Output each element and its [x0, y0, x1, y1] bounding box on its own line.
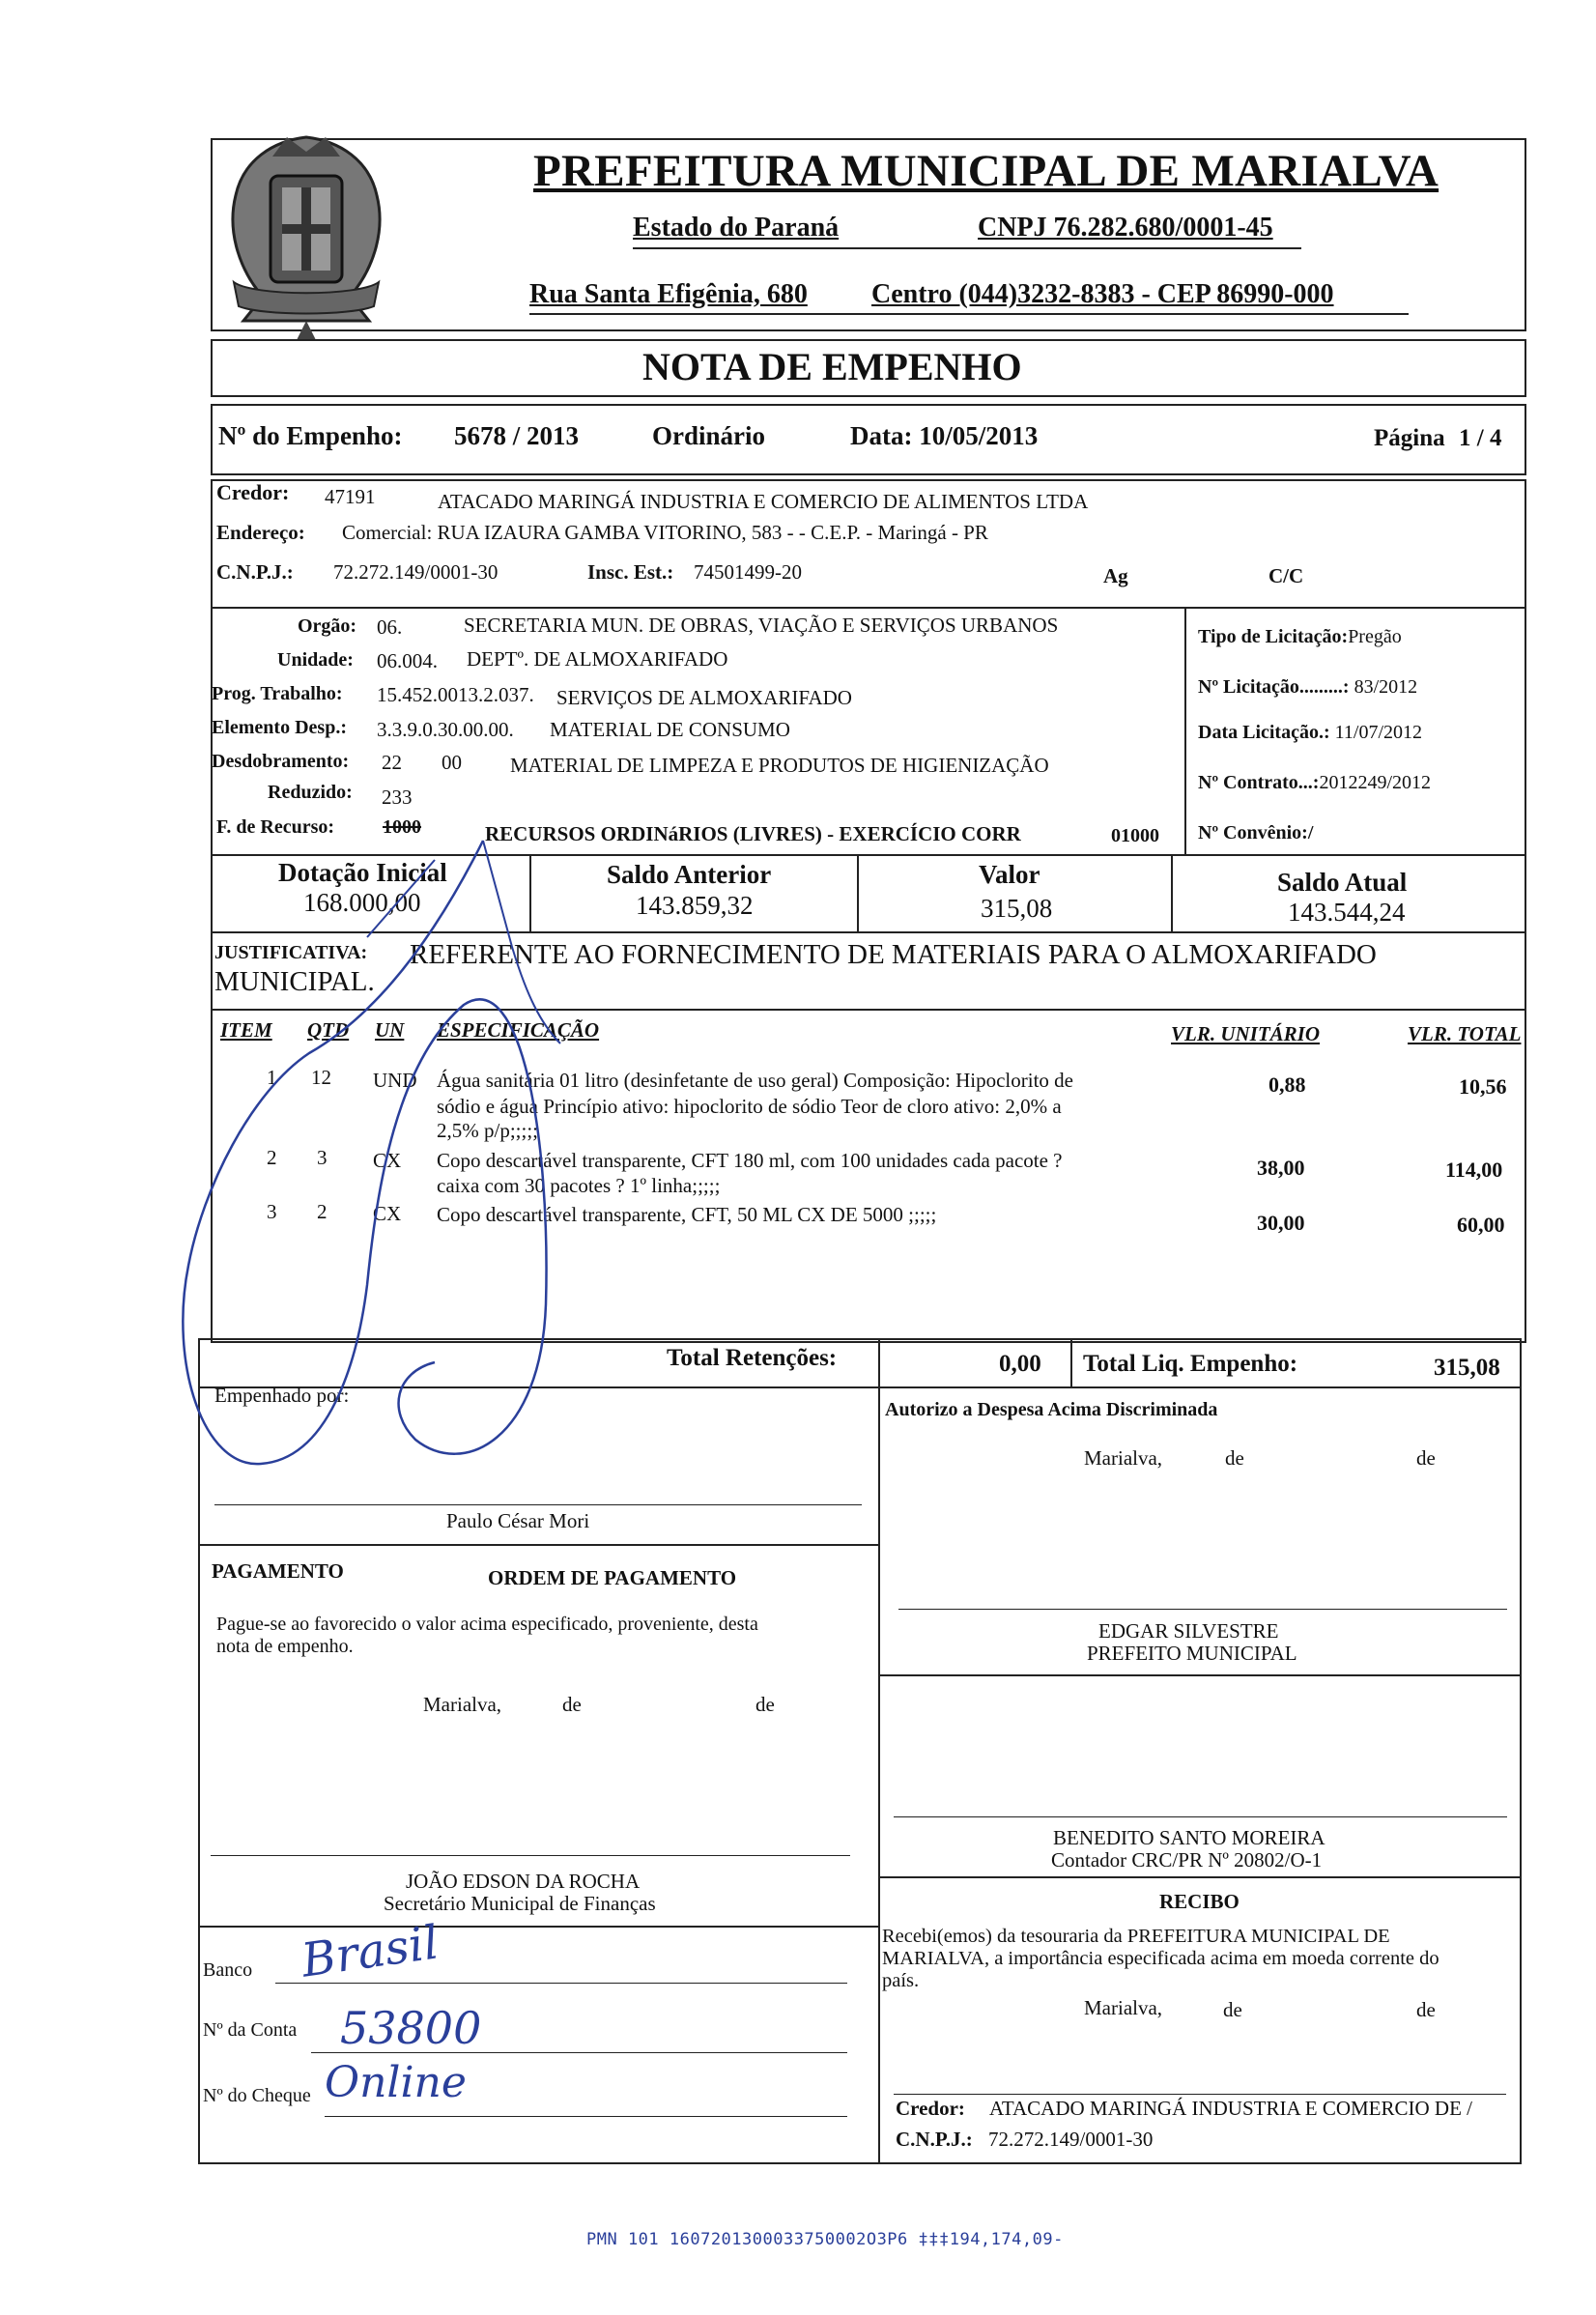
recibo-line3: país. [882, 1970, 920, 1991]
ordem-pagamento-label: ORDEM DE PAGAMENTO [488, 1566, 737, 1589]
prefeito-name: EDGAR SILVESTRE [1098, 1619, 1279, 1643]
justification-label: JUSTIFICATIVA: [214, 942, 368, 963]
credor-address: Comercial: RUA IZAURA GAMBA VITORINO, 583 - - C.E.P. - Maringá - PR [342, 521, 988, 544]
fonte-desc: RECURSOS ORDINáRIOS (LIVRES) - EXERCÍCIO CORR [485, 822, 1021, 845]
justification-line1: REFERENTE AO FORNECIMENTO DE MATERIAIS PARA O ALMOXARIFADO [410, 939, 1377, 970]
pague-line1: Pague-se ao favorecido o valor acima especificado, proveniente, desta [216, 1614, 758, 1635]
recibo-de-2: de [1416, 1998, 1436, 2021]
contrato [1198, 772, 1431, 794]
item-1-desc-2: sódio e água Princípio ativo: hipoclorito de sódio Teor de cloro ativo: 2,0% a [437, 1095, 1062, 1118]
elem-label: Elemento Desp.: [212, 717, 347, 738]
empenhado-label: Empenhado por: [214, 1384, 350, 1407]
valor-value: 315,08 [981, 894, 1053, 923]
contador-role: Contador CRC/PR Nº 20802/O-1 [1051, 1848, 1323, 1872]
reduzido-label: Reduzido: [268, 782, 353, 803]
recibo-credor-name: ATACADO MARINGÁ INDUSTRIA E COMERCIO DE / [989, 2097, 1472, 2120]
convenio-label: Nº Convênio:/ [1198, 822, 1314, 843]
item-3-desc-1: Copo descartável transparente, CFT, 50 ML CX DE 5000 ;;;;; [437, 1203, 937, 1226]
reduzido-value: 233 [382, 786, 413, 809]
total-liq-value: 315,08 [1434, 1355, 1500, 1381]
fonte-code: 1000 [383, 816, 421, 838]
item-2-desc-1: Copo descartável transparente, CFT 180 ml, com 100 unidades cada pacote ? [437, 1149, 1063, 1172]
prog-desc: SERVIÇOS DE ALMOXARIFADO [556, 686, 852, 709]
pague-de-1: de [562, 1693, 582, 1716]
orgao-label: Orgão: [298, 615, 357, 637]
item-2-qtd: 3 [317, 1146, 328, 1169]
pague-line2: nota de empenho. [216, 1636, 354, 1657]
pague-de-2: de [755, 1693, 775, 1716]
page-label: Página [1374, 425, 1445, 451]
conta-label: Nº da Conta [203, 2019, 298, 2041]
fonte-label: F. de Recurso: [216, 816, 335, 838]
autorizo-de-1: de [1225, 1446, 1244, 1470]
item-2-desc-2: caixa com 30 pacotes ? 1º linha;;;;; [437, 1174, 721, 1197]
item-3-unit: 30,00 [1257, 1211, 1305, 1235]
tipo-licitacao-value: Pregão [1348, 626, 1402, 647]
recibo-cnpj-label: C.N.P.J.: [896, 2128, 973, 2151]
ag-label: Ag [1103, 564, 1128, 587]
orgao-desc: SECRETARIA MUN. DE OBRAS, VIAÇÃO E SERVIÇOS URBANOS [464, 614, 1059, 637]
data-licitacao-value: 11/07/2012 [1334, 722, 1423, 743]
banco-handwriting: Brasil [298, 1915, 442, 1988]
item-3-num: 3 [267, 1200, 277, 1223]
item-3-total: 60,00 [1457, 1213, 1505, 1237]
desd-desc: MATERIAL DE LIMPEZA E PRODUTOS DE HIGIENIZAÇÃO [510, 754, 1049, 777]
dotacao-value: 168.000,00 [303, 888, 421, 917]
saldo-atual-value: 143.544,24 [1288, 898, 1406, 927]
document-title: NOTA DE EMPENHO [642, 345, 1022, 388]
coat-of-arms-icon [214, 128, 398, 350]
prog-code: 15.452.0013.2.037. [377, 683, 534, 706]
recibo-line1: Recebi(emos) da tesouraria da PREFEITURA MUNICIPAL DE [882, 1926, 1390, 1947]
banco-label: Banco [203, 1959, 253, 1981]
desd-label: Desdobramento: [212, 751, 350, 772]
autorizo-de-2: de [1416, 1446, 1436, 1470]
item-2-unit: 38,00 [1257, 1156, 1305, 1180]
cnpj-label: C.N.P.J.: [216, 560, 294, 584]
item-1-num: 1 [267, 1066, 277, 1089]
secretario-name: JOÃO EDSON DA ROCHA [406, 1870, 641, 1893]
cnpj-header: CNPJ 76.282.680/0001-45 [978, 213, 1273, 243]
prefeito-role: PREFEITO MUNICIPAL [1087, 1642, 1297, 1665]
pague-place: Marialva, [423, 1693, 502, 1716]
item-1-total: 10,56 [1459, 1074, 1507, 1099]
item-3-un: CX [373, 1202, 402, 1225]
recibo-credor-label: Credor: [896, 2097, 965, 2120]
cc-label: C/C [1268, 564, 1304, 587]
recibo-title: RECIBO [1159, 1890, 1240, 1913]
address-label: Endereço: [216, 521, 305, 544]
empenho-date: Data: 10/05/2013 [850, 421, 1039, 450]
page-number: 1 / 4 [1459, 425, 1502, 451]
item-1-desc-1: Água sanitária 01 litro (desinfetante de uso geral) Composição: Hipoclorito de [437, 1069, 1073, 1092]
retencoes-label: Total Retenções: [667, 1345, 838, 1371]
tipo-licitacao-label [1198, 626, 1402, 648]
item-1-un: UND [373, 1069, 417, 1092]
contrato-value: 2012249/2012 [1319, 772, 1432, 793]
cheque-label: Nº do Cheque [203, 2085, 311, 2106]
autorizo-place: Marialva, [1084, 1446, 1163, 1470]
num-licitacao-value: 83/2012 [1354, 676, 1418, 698]
pagamento-label: PAGAMENTO [212, 1559, 344, 1583]
state-label: Estado do Paraná [633, 213, 840, 243]
prog-label: Prog. Trabalho: [212, 683, 343, 704]
dotacao-label: Dotação Inicial [278, 858, 447, 887]
col-item: ITEM [220, 1018, 272, 1042]
recibo-de-1: de [1223, 1998, 1242, 2021]
credor-code: 47191 [325, 485, 376, 508]
data-licitacao [1198, 722, 1422, 744]
desd-code2: 00 [442, 751, 462, 774]
insc-label: Insc. Est.: [587, 560, 674, 584]
empenho-number-label: Nº do Empenho: [218, 421, 403, 450]
item-2-total: 114,00 [1445, 1158, 1503, 1182]
elem-code: 3.3.9.0.30.00.00. [377, 718, 514, 741]
cheque-handwriting: Online [325, 2058, 467, 2107]
recibo-place: Marialva, [1084, 1996, 1163, 2019]
recibo-cnpj: 72.272.149/0001-30 [988, 2128, 1154, 2151]
retencoes-value: 0,00 [999, 1351, 1041, 1377]
empenho-type: Ordinário [652, 421, 766, 450]
insc-value: 74501499-20 [694, 560, 802, 584]
elem-desc: MATERIAL DE CONSUMO [550, 718, 790, 741]
item-2-un: CX [373, 1149, 402, 1172]
unidade-label: Unidade: [277, 649, 354, 671]
unidade-code: 06.004. [377, 649, 438, 672]
recibo-line2: MARIALVA, a importância especificada acima em moeda corrente do [882, 1948, 1439, 1969]
saldo-anterior-label: Saldo Anterior [607, 860, 772, 889]
autorizo-label: Autorizo a Despesa Acima Discriminada [885, 1399, 1218, 1420]
col-total: VLR. TOTAL [1408, 1022, 1522, 1045]
num-licitacao-label: Nº Licitação.........: [1198, 676, 1350, 698]
item-1-unit: 0,88 [1268, 1072, 1306, 1097]
justification-line2: MUNICIPAL. [214, 966, 375, 997]
empenhado-name: Paulo César Mori [446, 1509, 590, 1532]
col-qtd: QTD [307, 1018, 350, 1042]
contrato-label: Nº Contrato...: [1198, 772, 1320, 793]
credor-cnpj: 72.272.149/0001-30 [333, 560, 499, 584]
tipo-licitacao-text: Tipo de Licitação: [1198, 626, 1349, 647]
orgao-code: 06. [377, 615, 403, 639]
page-title: PREFEITURA MUNICIPAL DE MARIALVA [533, 146, 1439, 196]
num-licitacao [1198, 676, 1417, 699]
contact-header: Centro (044)3232-8383 - CEP 86990-000 [871, 279, 1334, 309]
data-licitacao-label: Data Licitação.: [1198, 722, 1330, 743]
secretario-role: Secretário Municipal de Finanças [384, 1892, 656, 1915]
col-unit: VLR. UNITÁRIO [1171, 1022, 1321, 1045]
contador-name: BENEDITO SANTO MOREIRA [1053, 1826, 1325, 1849]
credor-name: ATACADO MARINGÁ INDUSTRIA E COMERCIO DE ALIMENTOS LTDA [438, 490, 1089, 513]
desd-code: 22 [382, 751, 402, 774]
fonte-code2: 01000 [1111, 825, 1159, 846]
col-spec: ESPECIFICAÇÃO [437, 1018, 600, 1042]
conta-handwriting: 53800 [340, 2002, 482, 2054]
item-2-num: 2 [267, 1146, 277, 1169]
unidade-desc: DEPTº. DE ALMOXARIFADO [467, 647, 728, 671]
empenho-number: 5678 / 2013 [454, 421, 580, 450]
item-3-qtd: 2 [317, 1200, 328, 1223]
item-1-qtd: 12 [311, 1066, 331, 1089]
saldo-atual-label: Saldo Atual [1277, 868, 1408, 897]
valor-label: Valor [979, 860, 1040, 889]
handwritten-loop-icon [145, 821, 647, 1498]
item-1-desc-3: 2,5% p/p;;;;; [437, 1119, 538, 1142]
saldo-anterior-value: 143.859,32 [636, 891, 754, 920]
col-un: UN [375, 1018, 405, 1042]
total-liq-label: Total Liq. Empenho: [1083, 1351, 1298, 1377]
footer-stamp: PMN 101 1607201300033750002O3P6 ‡‡‡194,174,09- [586, 2230, 1064, 2249]
credor-label: Credor: [216, 480, 290, 504]
address-header: Rua Santa Efigênia, 680 [529, 279, 808, 309]
